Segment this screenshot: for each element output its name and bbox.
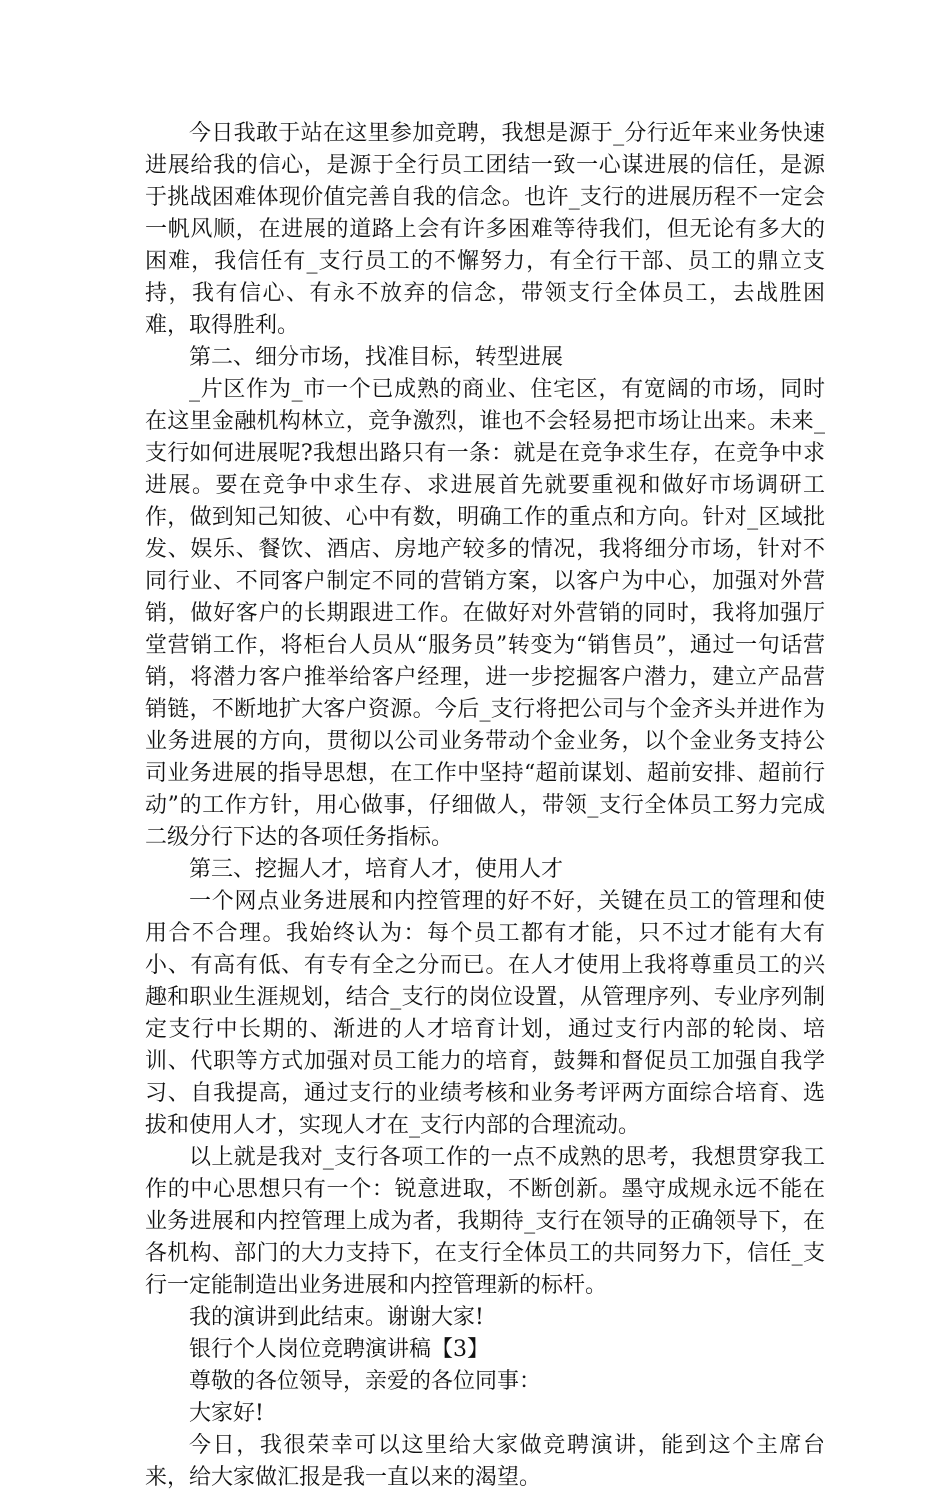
paragraph-confidence: 今日我敢于站在这里参加竞聘，我想是源于_分行近年来业务快速进展给我的信心，是源于全行员工团结一致一心谋进展的信任，是源于挑战困难体现价值完善自我的信念。也许_支行的进展历程不一定会一帆风顺，在进展的道路上会有许多困难等待我们，但无论有多大的困难，我信任有_支行员工的不懈努力，有全行干部、员工的鼎立支持，我有信心、有永不放弃的信念，带领支行全体员工，去战胜困难，取得胜利。 (145, 121, 825, 338)
salutation: 尊敬的各位领导，亲爱的各位同事： (189, 1369, 542, 1394)
paragraph-talent: 一个网点业务进展和内控管理的好不好，关键在员工的管理和使用合不合理。我始终认为：每个员工都有才能，只不过才能有大有小、有高有低、有专有全之分而已。在人才使用上我将尊重员工的兴趣和职业生涯规划，结合_支行的岗位设置，从管理序列、专业序列制定支行中长期的、渐进的人才培育计划，通过支行内部的轮岗、培训、代职等方式加强对员工能力的培育，鼓舞和督促员工加强自我学习、自我提高，通过支行的业绩考核和业务考评两方面综合培育、选拔和使用人才，实现人才在_支行内部的合理流动。 (145, 889, 825, 1138)
section-heading-talent: 第三、挖掘人才，培育人才，使用人才 (189, 857, 564, 882)
paragraph-conclusion: 以上就是我对_支行各项工作的一点不成熟的思考，我想贯穿我工作的中心思想只有一个：锐意进取，不断创新。墨守成规永远不能在业务进展和内控管理上成为者，我期待_支行在领导的正确领导下，在各机构、部门的大力支持下，在支行全体员工的共同努力下，信任_支行一定能制造出业务进展和内控管理新的标杆。 (145, 1145, 825, 1298)
document-body (145, 118, 825, 1494)
greeting: 大家好! (189, 1401, 264, 1426)
closing-line: 我的演讲到此结束。谢谢大家! (189, 1305, 484, 1330)
paragraph-market: _片区作为_市一个已成熟的商业、住宅区，有宽阔的市场，同时在这里金融机构林立，竞争激烈，谁也不会轻易把市场让出来。未来_支行如何进展呢?我想出路只有一条：就是在竞争求生存，在竞争中求进展。要在竞争中求生存、求进展首先就要重视和做好市场调研工作，做到知己知彼、心中有数，明确工作的重点和方向。针对_区域批发、娱乐、餐饮、酒店、房地产较多的情况，我将细分市场，针对不同行业、不同客户制定不同的营销方案，以客户为中心，加强对外营销，做好客户的长期跟进工作。在做好对外营销的同时，我将加强厅堂营销工作，将柜台人员从“服务员”转变为“销售员”，通过一句话营销，将潜力客户推举给客户经理，进一步挖掘客户潜力，建立产品营销链，不断地扩大客户资源。今后_支行将把公司与个金齐头并进作为业务进展的方向，贯彻以公司业务带动个金业务，以个金业务支持公司业务进展的指导思想，在工作中坚持“超前谋划、超前安排、超前行动”的工作方针，用心做事，仔细做人，带领_支行全体员工努力完成二级分行下达的各项任务指标。 (145, 377, 825, 850)
speech-title: 银行个人岗位竞聘演讲稿【3】 (189, 1337, 489, 1362)
section-heading-market: 第二、细分市场，找准目标，转型进展 (189, 345, 564, 370)
paragraph-opening: 今日，我很荣幸可以这里给大家做竞聘演讲，能到这个主席台来，给大家做汇报是我一直以来的渴望。 (145, 1433, 825, 1490)
